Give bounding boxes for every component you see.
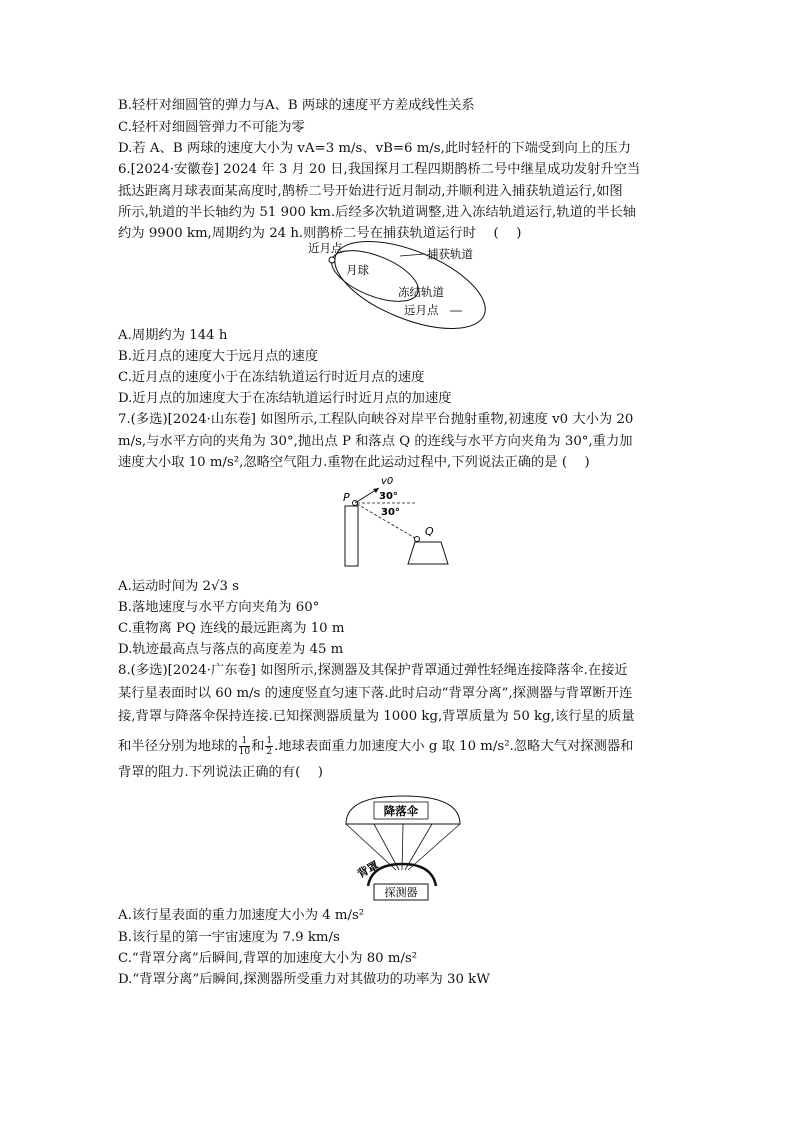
q6-orbit-figure xyxy=(300,240,500,330)
q6-stem-line-4: 约为 9900 km,周期约为 24 h.则鹊桥二号在捕获轨道运行时 ( ) xyxy=(118,226,522,241)
fraction-one-half xyxy=(265,736,273,757)
capture-orbit-label: 捕获轨道 xyxy=(427,247,473,261)
point-p-label: P xyxy=(343,491,350,504)
left-cliff xyxy=(345,506,358,566)
fraction-2-denominator: 2 xyxy=(266,747,273,757)
q8-option-a: A.该行星表面的重力加速度大小为 4 m/s² xyxy=(118,908,365,923)
q8-stem-line-3: 接,背罩与降落伞保持连接.已知探测器质量为 1000 kg,背罩质量为 50 kg,该行星的质量 xyxy=(118,709,635,724)
q8-option-c: C.“背罩分离”后瞬间,背罩的加速度大小为 80 m/s² xyxy=(118,951,418,966)
q6-option-d: D.近月点的加速度大于在冻结轨道运行时近月点的加速度 xyxy=(118,391,452,406)
apolune-label: 远月点 xyxy=(404,303,439,317)
perilune-dot xyxy=(329,257,335,263)
q6-option-c: C.近月点的速度小于在冻结轨道运行时近月点的速度 xyxy=(118,370,425,385)
frozen-orbit-label: 冻结轨道 xyxy=(398,285,444,299)
q6-stem-line-3: 所示,轨道的半长轴约为 51 900 km.后经多次轨道调整,进入冻结轨道运行,轨道的半长轴 xyxy=(118,205,637,220)
v0-label: v0 xyxy=(381,476,394,487)
q8-stem-line-5: 背罩的阻力.下列说法正确的有( ) xyxy=(118,765,323,780)
probe-label: 探测器 xyxy=(384,886,418,899)
q7-option-a: A.运动时间为 2√3 s xyxy=(118,579,239,594)
fraction-one-tenth xyxy=(239,736,250,757)
q5-option-b: B.轻杆对细圆管的弹力与A、B 两球的速度平方差成线性关系 xyxy=(118,98,475,113)
point-q-dot xyxy=(415,537,420,542)
q8-stem-line-4 xyxy=(118,735,633,759)
q7-option-c: C.重物离 PQ 连线的最远距离为 10 m xyxy=(118,621,345,636)
shroud-line-5 xyxy=(408,824,460,870)
q7-projectile-figure xyxy=(335,474,465,574)
q7-option-b: B.落地速度与水平方向夹角为 60° xyxy=(118,600,320,615)
q8-line4-suffix: .地球表面重力加速度大小 g 取 10 m/s².忽略大气对探测器和 xyxy=(274,739,634,754)
fraction-1-denominator: 10 xyxy=(238,747,251,757)
q8-option-b: B.该行星的第一宇宙速度为 7.9 km/s xyxy=(118,930,340,945)
q7-stem-line-2: m/s,与水平方向的夹角为 30°,抛出点 P 和落点 Q 的连线与水平方向夹角为 30°,重力加 xyxy=(118,434,633,449)
q7-option-d: D.轨迹最高点与落点的高度差为 45 m xyxy=(118,642,344,657)
angle-bottom-label: 30° xyxy=(381,507,400,518)
angle-top-label: 30° xyxy=(379,491,398,502)
q5-option-d: D.若 A、B 两球的速度大小为 vA=3 m/s、vB=6 m/s,此时轻杆的下端受到向上的压力 xyxy=(118,141,631,156)
q6-option-a: A.周期约为 144 h xyxy=(118,328,228,343)
parachute-label: 降落伞 xyxy=(383,804,419,818)
capture-orbit-leader xyxy=(400,254,425,256)
fraction-1-numerator: 1 xyxy=(239,736,250,747)
back-cover-label: 背罩 xyxy=(355,858,381,881)
perilune-label: 近月点 xyxy=(308,241,343,255)
point-q-label: Q xyxy=(425,525,434,538)
fraction-2-numerator: 1 xyxy=(266,736,273,746)
moon-label: 月球 xyxy=(346,263,369,277)
q8-line4-and: 和 xyxy=(251,739,265,754)
q8-option-d: D.“背罩分离”后瞬间,探测器所受重力对其做功的功率为 30 kW xyxy=(118,972,490,987)
q8-stem-line-2: 某行星表面时以 60 m/s 的速度竖直匀速下落.此时启动“背罩分离”,探测器与背罩断开连 xyxy=(118,686,633,701)
q6-stem-line-2: 抵达距离月球表面某高度时,鹊桥二号开始进行近月制动,并顺利进入捕获轨道运行,如图 xyxy=(118,184,623,199)
q5-option-c: C.轻杆对细圆管弹力不可能为零 xyxy=(118,120,305,135)
q6-stem-line-1: 6.[2024·安徽卷] 2024 年 3 月 20 日,我国探月工程四期鹊桥二号中继星成功发射升空当 xyxy=(118,162,641,177)
q8-parachute-figure xyxy=(338,792,468,904)
right-platform xyxy=(408,542,448,564)
q7-stem-line-3: 速度大小取 10 m/s²,忽略空气阻力.重物在此运动过程中,下列说法正确的是 ( ) xyxy=(118,455,590,470)
q8-stem-line-1: 8.(多选)[2024·广东卷] 如图所示,探测器及其保护背罩通过弹性轻绳连接降落伞.在接近 xyxy=(118,663,628,678)
q8-line4-prefix: 和半径分别为地球的 xyxy=(118,739,238,754)
q7-stem-line-1: 7.(多选)[2024·山东卷] 如图所示,工程队向峡谷对岸平台抛射重物,初速度 v0 大小为 20 xyxy=(118,412,634,427)
q6-option-b: B.近月点的速度大于远月点的速度 xyxy=(118,349,319,364)
